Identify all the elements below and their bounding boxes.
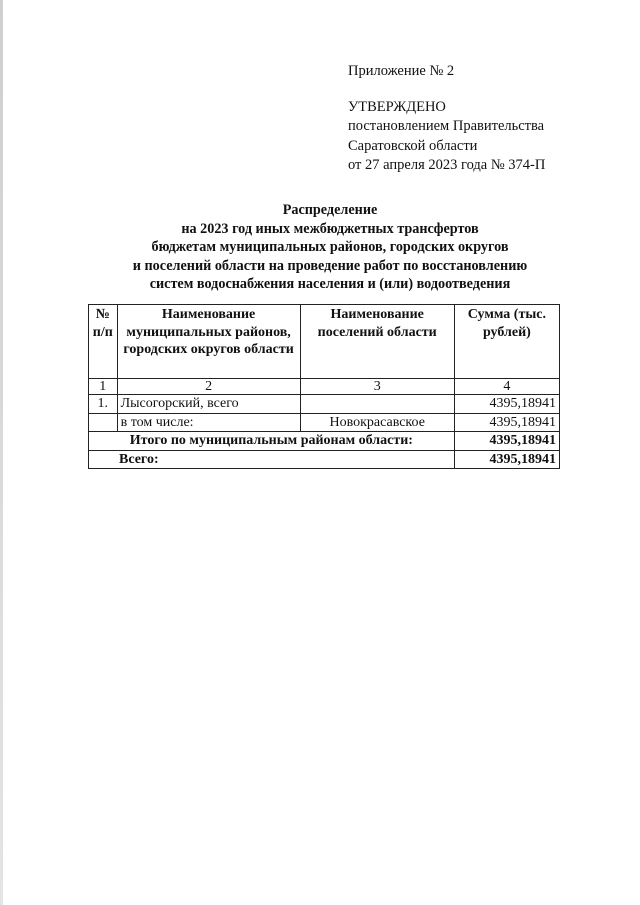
- approval-line-3: от 27 апреля 2023 года № 374-П: [348, 157, 546, 173]
- header-municipal: Наименование муниципальных районов, городских округов области: [117, 305, 300, 379]
- distribution-table: [88, 304, 560, 469]
- approval-line-1: постановлением Правительства: [348, 118, 545, 134]
- table-header-row: [89, 305, 560, 379]
- row-municipal: Лысогорский, всего: [117, 395, 300, 414]
- row-municipal: в том числе:: [117, 413, 300, 432]
- grand-total-label: Всего:: [89, 450, 455, 469]
- row-num: 1.: [89, 395, 118, 414]
- total-districts-row: [89, 432, 560, 451]
- document-title: [90, 201, 570, 294]
- row-sum: 4395,18941: [454, 413, 559, 432]
- col-number-2: 2: [117, 379, 300, 395]
- title-line-5: систем водоснабжения населения и (или) водоотведения: [149, 276, 511, 292]
- column-number-row: [89, 379, 560, 395]
- row-sum: 4395,18941: [454, 395, 559, 414]
- approved-stamp: УТВЕРЖДЕНО: [348, 98, 446, 115]
- title-line-3: бюджетам муниципальных районов, городских округов: [151, 239, 509, 255]
- total-districts-label: Итого по муниципальным районам области:: [89, 432, 455, 451]
- header-sum: Сумма (тыс. рублей): [454, 305, 559, 379]
- row-num: [89, 413, 118, 432]
- title-line-4: и поселений области на проведение работ по восстановлению: [132, 257, 528, 274]
- approval-block: [348, 62, 545, 176]
- col-number-3: 3: [300, 379, 454, 395]
- appendix-label: Приложение № 2: [348, 63, 455, 79]
- table-row: [89, 395, 560, 414]
- row-settlement: [300, 395, 454, 414]
- row-settlement: Новокрасавское: [300, 413, 454, 432]
- title-line-1: Распределение: [282, 202, 378, 218]
- grand-total-row: [89, 450, 560, 469]
- total-districts-sum: 4395,18941: [454, 432, 559, 451]
- col-number-4: 4: [454, 379, 559, 395]
- header-settlement: Наименование поселений области: [300, 305, 454, 379]
- header-num: № п/п: [89, 305, 118, 379]
- scan-edge: [0, 0, 3, 905]
- table-row: [89, 413, 560, 432]
- grand-total-sum: 4395,18941: [454, 450, 559, 469]
- approval-line-2: Саратовской области: [348, 137, 478, 154]
- col-number-1: 1: [89, 379, 118, 395]
- title-line-2: на 2023 год иных межбюджетных трансфертов: [181, 220, 479, 237]
